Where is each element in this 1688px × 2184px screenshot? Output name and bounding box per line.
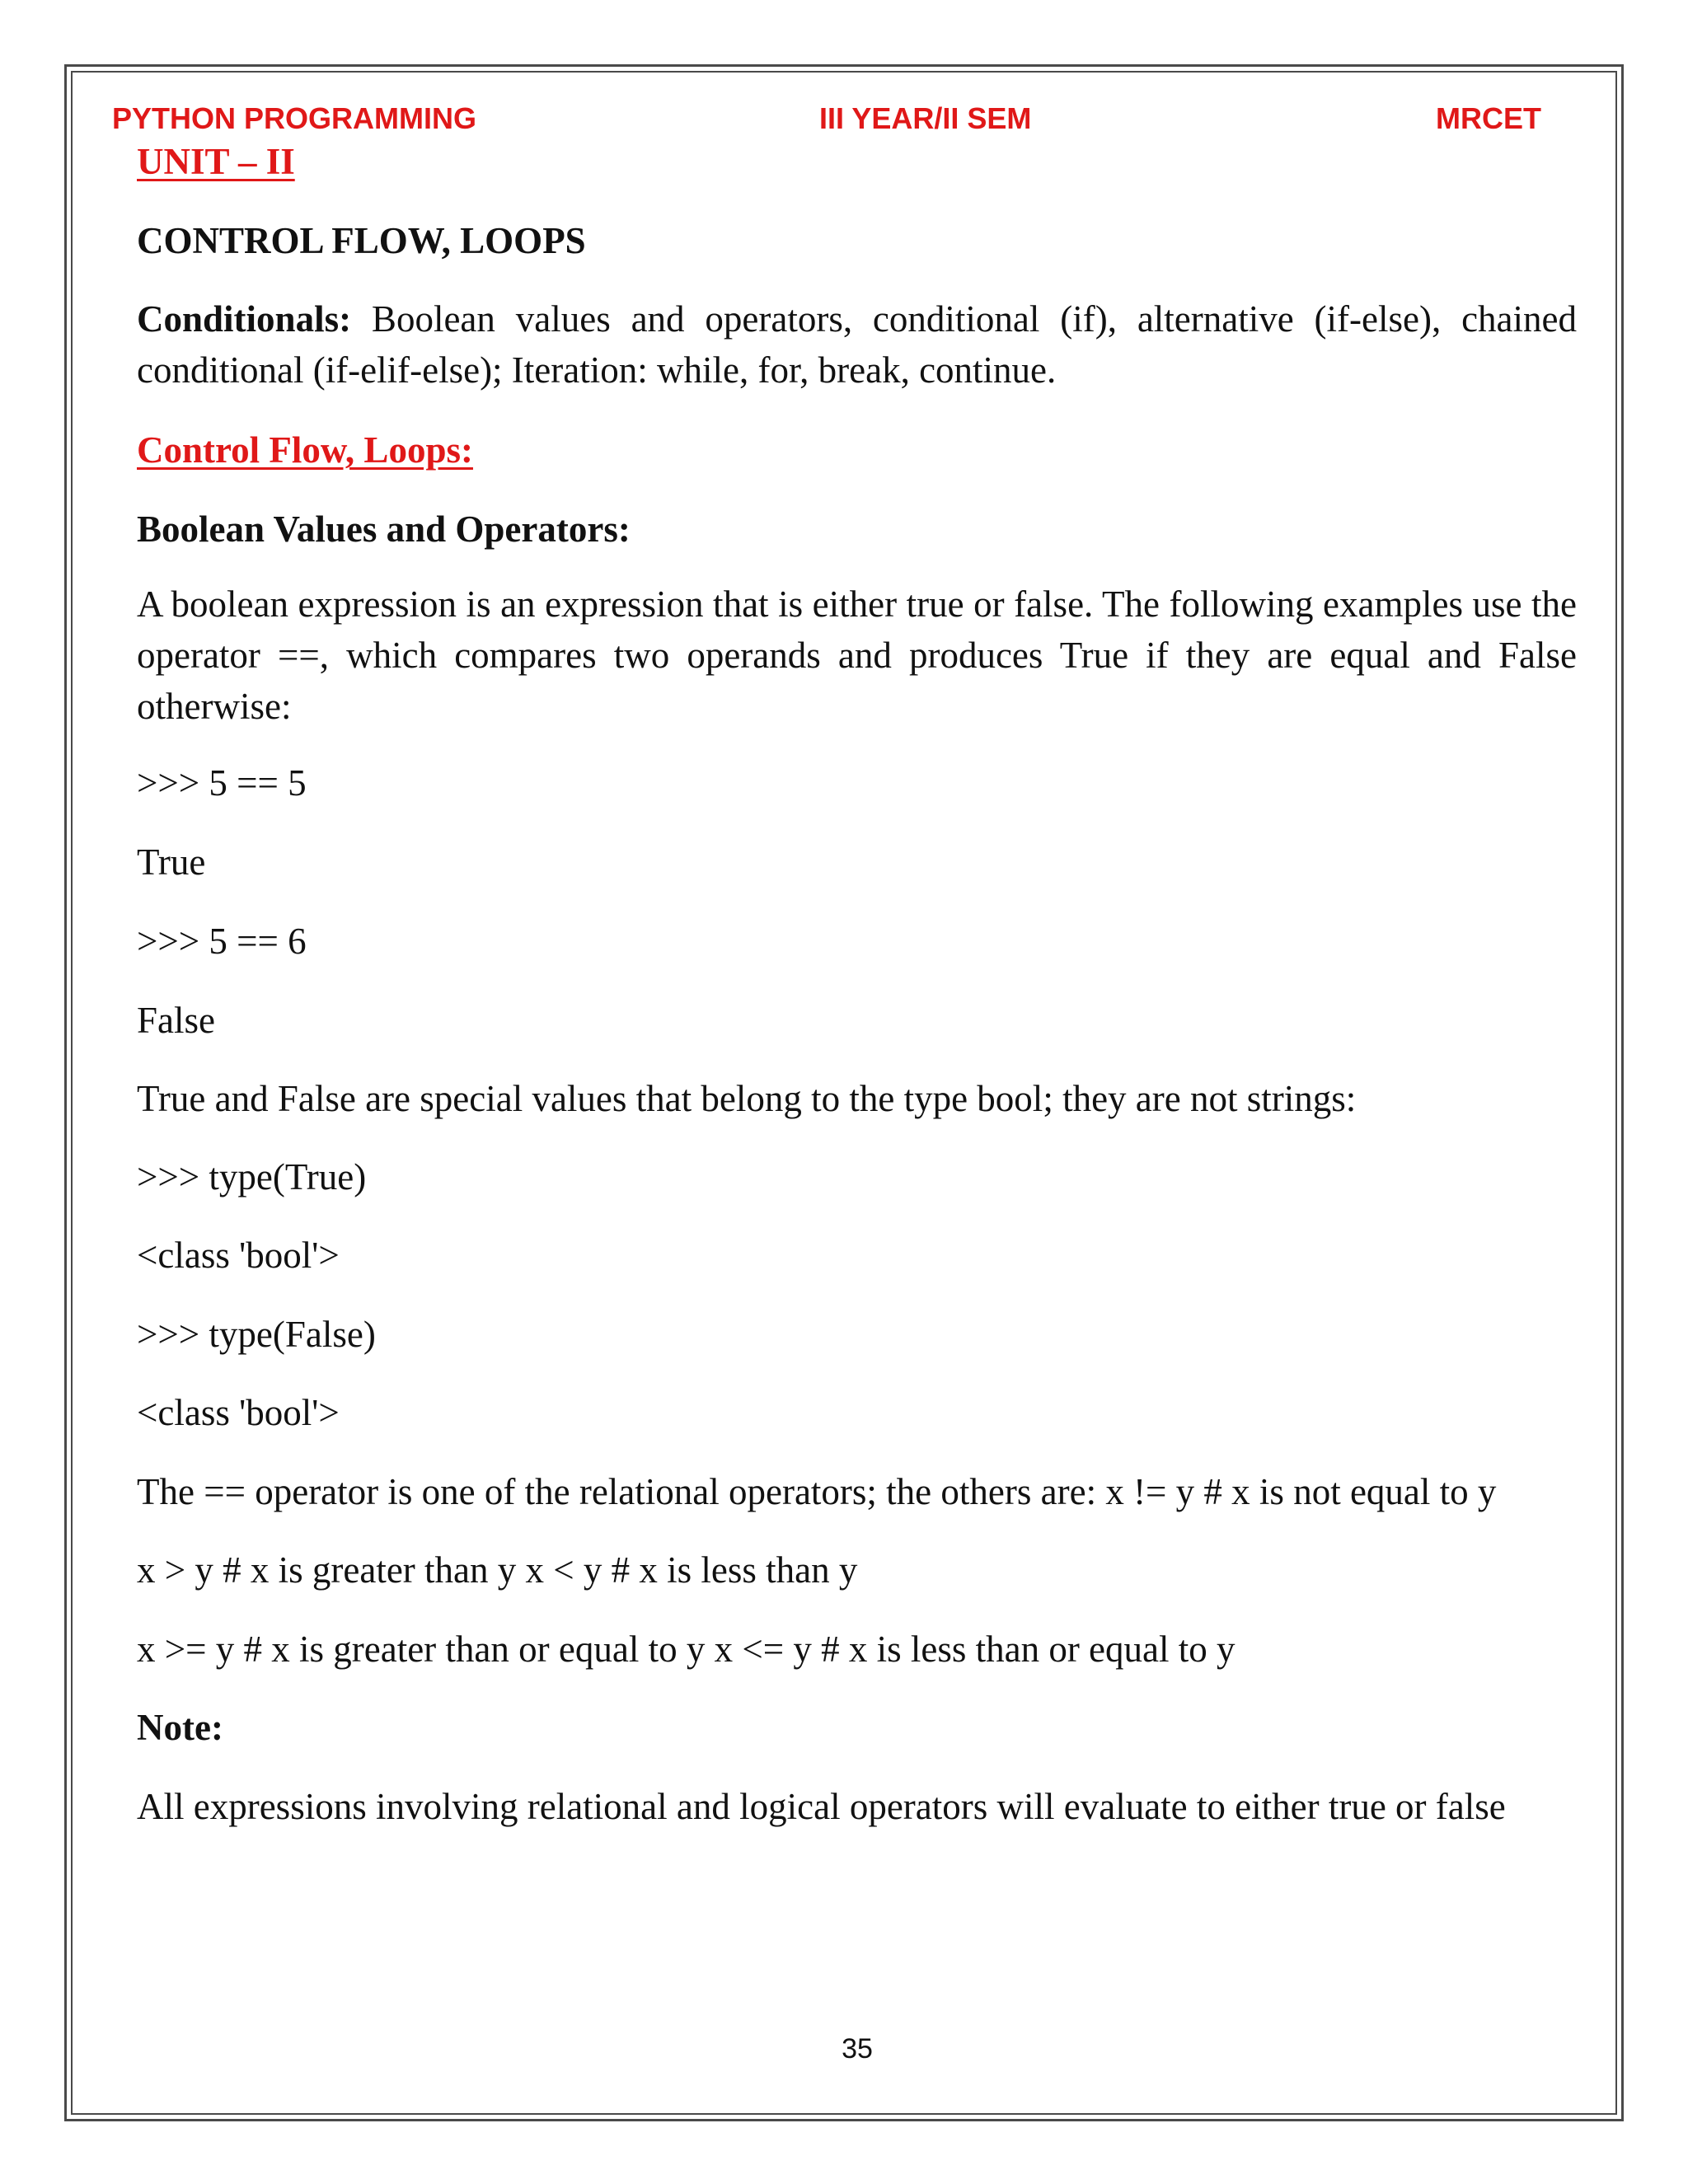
page-number: 35: [842, 2033, 873, 2064]
header-course-title: PYTHON PROGRAMMING: [112, 101, 477, 135]
section-heading: Control Flow, Loops:: [137, 429, 473, 471]
note-label: Note:: [137, 1707, 223, 1748]
code-line: >>> 5 == 6: [137, 921, 307, 962]
conditionals-label: Conditionals:: [137, 298, 352, 340]
note-text: All expressions involving relational and logical operators will evaluate to either true or false: [137, 1786, 1506, 1827]
code-line: >>> type(False): [137, 1314, 376, 1355]
header-year-semester: III YEAR/II SEM: [819, 101, 1032, 135]
body-line: The == operator is one of the relational operators; the others are: x != y # x is not equal to y: [137, 1471, 1497, 1512]
code-line: >>> 5 == 5: [137, 762, 307, 804]
intro-paragraph: A boolean expression is an expression that is either true or false. The following examples use the operator ==, which compares two operands and produces True if they are equal and False otherwise:: [137, 583, 1577, 727]
code-line: >>> type(True): [137, 1156, 367, 1197]
body-line: True and False are special values that belong to the type bool; they are not strings:: [137, 1078, 1357, 1119]
body-line: x > y # x is greater than y x < y # x is less than y: [137, 1549, 858, 1591]
conditionals-paragraph: [137, 293, 1577, 396]
chapter-title: CONTROL FLOW, LOOPS: [137, 220, 586, 261]
code-line: <class 'bool'>: [137, 1392, 340, 1433]
code-line: <class 'bool'>: [137, 1235, 340, 1276]
code-line: False: [137, 1000, 215, 1041]
conditionals-text: Boolean values and operators, conditional (if), alternative (if-else), chained conditional (if-elif-else); Iteration: while, for, break, continue.: [137, 298, 1577, 391]
header-institution: MRCET: [1436, 101, 1541, 135]
unit-title: UNIT – II: [137, 141, 295, 182]
code-line: True: [137, 841, 206, 883]
subheading-boolean-values: Boolean Values and Operators:: [137, 509, 631, 550]
body-line: x >= y # x is greater than or equal to y x <= y # x is less than or equal to y: [137, 1629, 1236, 1670]
